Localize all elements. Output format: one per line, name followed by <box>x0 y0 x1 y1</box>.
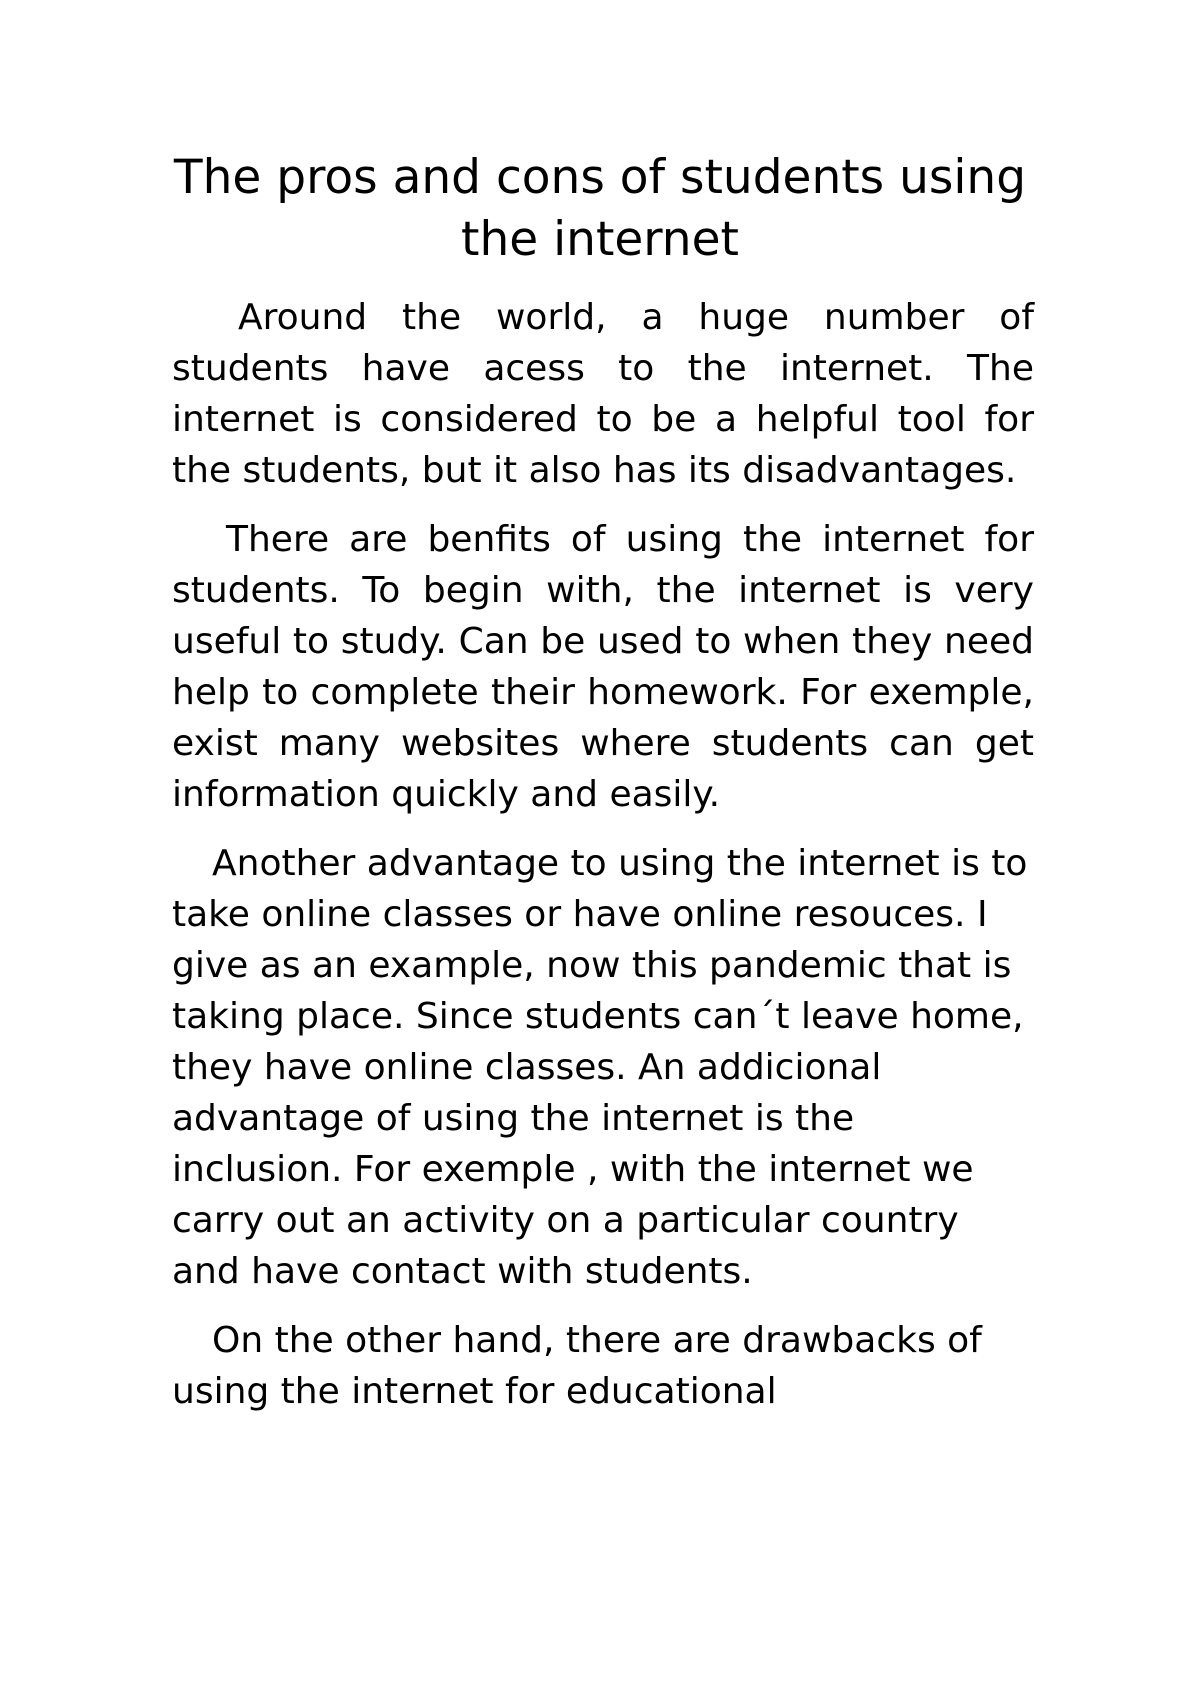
paragraph-benefits: There are benfits of using the internet for students. To begin with, the internet is very useful to study. Can be used to when they need help to complete their homework. For exemple, exist many websites where students can get information quickly and easily. <box>172 519 1034 815</box>
document-title: The pros and cons of students using the internet <box>173 150 1027 267</box>
document-body <box>172 292 1034 1435</box>
paragraph-online-classes: Another advantage to using the internet is to take online classes or have online resouces. I give as an example, now this pandemic that is taking place. Since students can´t leave home, they have online classes. An addicional advantage of using the internet is the inclusion. For exemple , with the internet we carry out an activity on a particular country and have contact with students. <box>172 843 1028 1292</box>
paragraph-intro: Around the world, a huge number of students have acess to the internet. The internet is considered to be a helpful tool for the students, but it also has its disadvantages. <box>172 297 1034 491</box>
paragraph-drawbacks: On the other hand, there are drawbacks of using the internet for educational <box>172 1320 982 1412</box>
